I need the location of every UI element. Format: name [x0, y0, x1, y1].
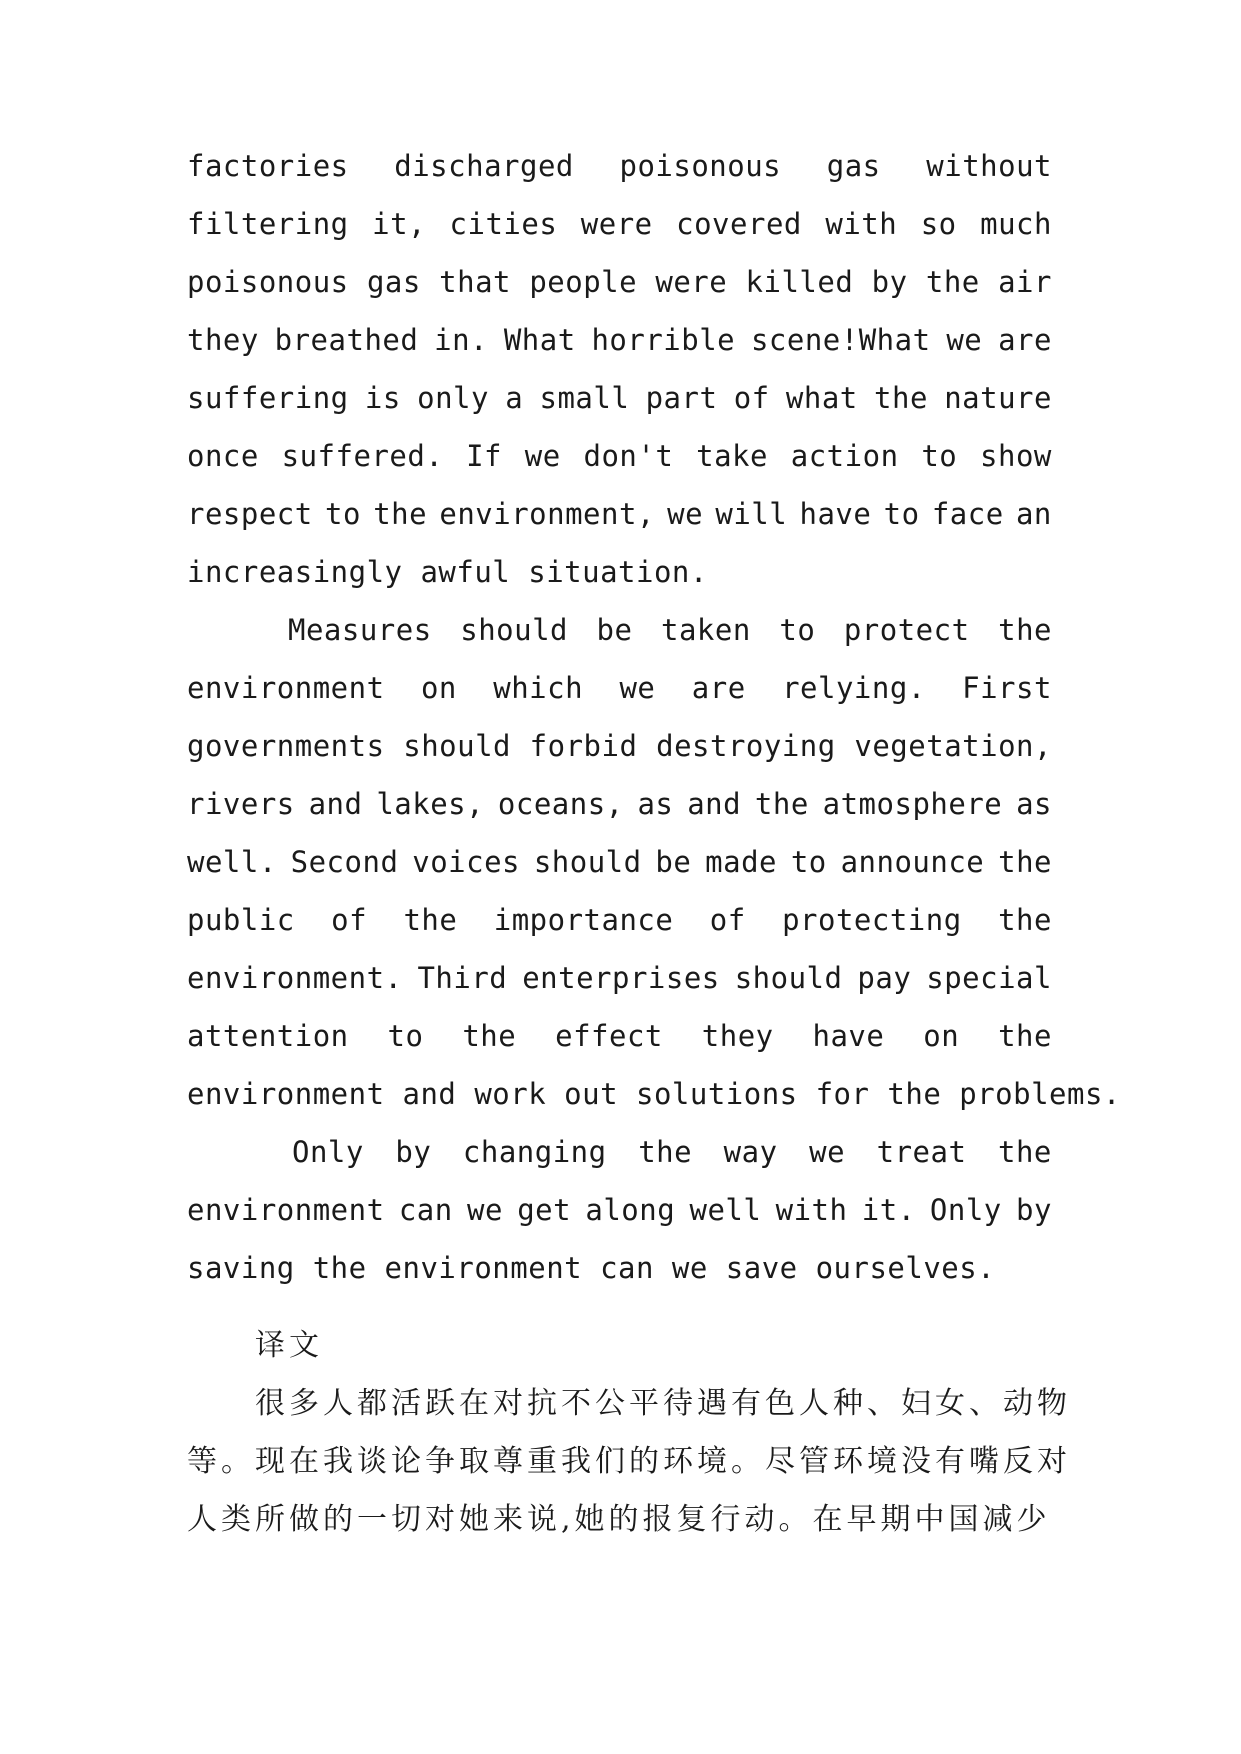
word: of — [709, 903, 746, 937]
word: importance — [493, 903, 674, 937]
word: forbid — [529, 729, 638, 763]
word: the — [874, 381, 928, 415]
word: have — [812, 1019, 885, 1053]
word: is — [364, 381, 401, 415]
word: action — [790, 439, 899, 473]
paragraph-3 — [187, 1123, 1052, 1297]
word: First — [962, 671, 1052, 705]
word: air — [998, 265, 1052, 299]
word: gas — [366, 265, 421, 299]
word: as — [1016, 787, 1052, 821]
word: Only — [929, 1193, 1002, 1227]
word: the — [403, 903, 458, 937]
word: should — [734, 961, 843, 995]
word: by — [871, 265, 908, 299]
word: have — [799, 497, 872, 531]
word: scene!What — [750, 323, 931, 357]
para2-line-1 — [187, 601, 1052, 659]
word: it. — [861, 1193, 916, 1227]
word: horrible — [591, 323, 736, 357]
word: special — [926, 961, 1052, 995]
word: so — [920, 207, 957, 241]
word: once — [187, 439, 259, 473]
word: much — [980, 207, 1052, 241]
word: covered — [676, 207, 802, 241]
word: cities — [449, 207, 558, 241]
word: people — [529, 265, 638, 299]
word: made — [705, 845, 778, 879]
word: in. — [434, 323, 489, 357]
word: we — [809, 1135, 846, 1169]
word: destroying — [656, 729, 836, 763]
word: be — [596, 613, 633, 647]
word: of — [733, 381, 770, 415]
word: effect — [555, 1019, 663, 1053]
word: environment. — [187, 961, 403, 995]
word: show — [980, 439, 1052, 473]
word: the — [998, 1135, 1052, 1169]
para3-line-2 — [187, 1181, 1052, 1239]
word: relying. — [782, 671, 926, 705]
word: taken — [661, 613, 751, 647]
word: they — [701, 1019, 774, 1053]
para2-line-3 — [187, 717, 1052, 775]
para2-line-7 — [187, 949, 1052, 1007]
word: rivers — [187, 787, 295, 821]
word: were — [580, 207, 653, 241]
word: that — [439, 265, 511, 299]
word: lakes, — [376, 787, 485, 821]
word: we — [467, 1193, 503, 1227]
para2-line-5 — [187, 833, 1052, 891]
word: take — [696, 439, 768, 473]
paragraph-2 — [187, 601, 1121, 1123]
word: nature — [944, 381, 1052, 415]
word: an — [1015, 497, 1052, 531]
word: were — [655, 265, 728, 299]
word: along — [585, 1193, 676, 1227]
paragraph-1 — [187, 137, 1052, 601]
word: should — [403, 729, 511, 763]
word: attention — [187, 1019, 349, 1053]
word: gas — [826, 149, 881, 183]
word: enterprises — [522, 961, 720, 995]
word: the — [998, 903, 1052, 937]
word: on — [420, 671, 457, 705]
word: we — [619, 671, 656, 705]
word: well — [689, 1193, 762, 1227]
word: Measures — [288, 613, 432, 647]
word: killed — [745, 265, 854, 299]
word: we — [667, 497, 704, 531]
para1-line-2 — [187, 195, 1052, 253]
word: the — [373, 497, 428, 531]
word: can — [398, 1193, 453, 1227]
word: get — [517, 1193, 572, 1227]
para1-line-6 — [187, 427, 1052, 485]
word: should — [533, 845, 642, 879]
word: Second — [290, 845, 399, 879]
word: treat — [876, 1135, 967, 1169]
word: way — [723, 1135, 778, 1169]
translation-heading-block — [187, 1317, 1052, 1375]
word: to — [779, 613, 816, 647]
word: the — [638, 1135, 693, 1169]
word: what — [785, 381, 858, 415]
word: small — [539, 381, 630, 415]
word: to — [387, 1019, 424, 1053]
para1-line-3 — [187, 253, 1052, 311]
zh-line-3: 人类所做的一切对她来说,她的报复行动。在早期中国减少 — [187, 1502, 1051, 1537]
para1-line-7 — [187, 485, 1052, 543]
para1-line-5 — [187, 369, 1052, 427]
word: changing — [462, 1135, 607, 1169]
word: a — [505, 381, 524, 415]
word: to — [790, 845, 827, 879]
word: and — [687, 787, 742, 821]
zh-line-2: 等。现在我谈论争取尊重我们的环境。尽管环境没有嘴反对 — [187, 1444, 1071, 1479]
word: voices — [412, 845, 520, 879]
word: face — [931, 497, 1004, 531]
word: on — [923, 1019, 960, 1053]
chinese-paragraph — [187, 1375, 1071, 1549]
word: pay — [857, 961, 912, 995]
word: public — [187, 903, 295, 937]
word: suffering — [187, 381, 349, 415]
word: Third — [417, 961, 508, 995]
word: oceans, — [497, 787, 624, 821]
word: of — [331, 903, 368, 937]
para1-line-1 — [187, 137, 1052, 195]
word: atmosphere — [822, 787, 1003, 821]
word: filtering — [187, 207, 349, 241]
word: to — [883, 497, 920, 531]
word: discharged — [394, 149, 574, 183]
word: the — [998, 1019, 1052, 1053]
word: breathed — [274, 323, 419, 357]
word: we — [524, 439, 561, 473]
word: they — [187, 323, 259, 357]
word: What — [503, 323, 576, 357]
word: should — [460, 613, 568, 647]
word: environment, — [439, 497, 655, 531]
word: the — [462, 1019, 517, 1053]
para2-line-8 — [187, 1007, 1052, 1065]
para2-line-2 — [187, 659, 1052, 717]
word: which — [493, 671, 584, 705]
word: poisonous — [619, 149, 782, 183]
word: as — [637, 787, 674, 821]
para1-line-8: increasingly awful situation. — [187, 555, 708, 589]
word: without — [926, 149, 1052, 183]
word: environment — [187, 671, 385, 705]
word: protecting — [782, 903, 962, 937]
word: Only — [292, 1135, 364, 1169]
word: by — [395, 1135, 432, 1169]
word: governments — [187, 729, 385, 763]
zh-line-1: 很多人都活跃在对抗不公平待遇有色人种、妇女、动物 — [255, 1386, 1071, 1421]
word: are — [998, 323, 1052, 357]
word: suffered. — [281, 439, 444, 473]
word: be — [655, 845, 692, 879]
word: the — [925, 265, 980, 299]
word: by — [1016, 1193, 1052, 1227]
word: and — [308, 787, 363, 821]
word: If — [466, 439, 502, 473]
word: announce — [840, 845, 985, 879]
word: the — [998, 845, 1052, 879]
word: only — [417, 381, 489, 415]
para1-line-4 — [187, 311, 1052, 369]
word: with — [775, 1193, 848, 1227]
para2-line-4 — [187, 775, 1052, 833]
translation-heading: 译文 — [255, 1328, 323, 1363]
word: with — [825, 207, 898, 241]
para3-line-1 — [187, 1123, 1052, 1181]
word: will — [715, 497, 788, 531]
word: to — [921, 439, 958, 473]
word: well. — [187, 845, 277, 879]
word: protect — [843, 613, 970, 647]
word: poisonous — [187, 265, 349, 299]
word: part — [645, 381, 718, 415]
word: it, — [372, 207, 427, 241]
word: are — [691, 671, 746, 705]
word: respect — [187, 497, 313, 531]
word: to — [325, 497, 361, 531]
word: the — [998, 613, 1052, 647]
word: the — [754, 787, 809, 821]
para2-line-6 — [187, 891, 1052, 949]
word: we — [946, 323, 983, 357]
word: environment — [187, 1193, 385, 1227]
word: don't — [583, 439, 674, 473]
word: factories — [187, 149, 349, 183]
para2-line-9: environment and work out solutions for the problems. — [187, 1077, 1121, 1111]
word: vegetation, — [854, 729, 1052, 763]
para3-line-3: saving the environment can we save ourselves. — [187, 1251, 996, 1285]
